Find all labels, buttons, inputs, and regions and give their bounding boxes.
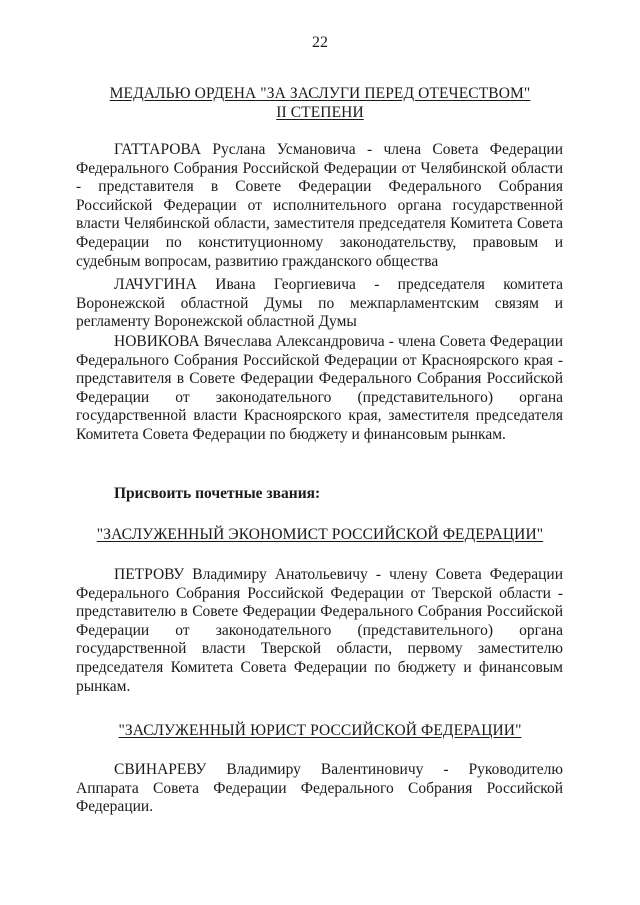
- page-number: 22: [312, 34, 328, 51]
- section1-heading-line1: МЕДАЛЬЮ ОРДЕНА "ЗА ЗАСЛУГИ ПЕРЕД ОТЕЧЕСТВОМ": [109, 85, 531, 102]
- section1-heading: [0, 84, 640, 122]
- award-item-novikov: НОВИКОВА Вячеслава Александровича - члена Совета Федерации Федерального Собрания Российской Федерации от Красноярского края - представителя в Совете Федерации Федерального Собрания Российской Федерации от законодательного (представительного) органа государственной власти Красноярского края, заместителя председателя Комитета Совета Федерации по бюджету и финансовым рынкам.: [76, 333, 563, 443]
- award-item-lachugin: ЛАЧУГИНА Ивана Георгиевича - председателя комитета Воронежской областной Думы по межпарламентским связям и регламенту Воронежской областной Думы: [76, 276, 563, 331]
- section2-heading: "ЗАСЛУЖЕННЫЙ ЭКОНОМИСТ РОССИЙСКОЙ ФЕДЕРАЦИИ": [96, 526, 544, 543]
- title-item-svinarev: СВИНАРЕВУ Владимиру Валентиновичу - Руководителю Аппарата Совета Федерации Федерального Собрания Российской Федерации.: [76, 761, 563, 816]
- assign-titles-label: Присвоить почетные звания:: [114, 485, 321, 502]
- title-item-petrov: ПЕТРОВУ Владимиру Анатольевичу - члену Совета Федерации Федерального Собрания Российской Федерации от Тверской области - представителю в Совете Федерации Федерального Собрания Российской Федерации от законодательного (представительного) органа государственной власти Тверской области, первому заместителю председателя Комитета Совета Федерации по бюджету и финансовым рынкам.: [76, 566, 563, 695]
- section3-heading: "ЗАСЛУЖЕННЫЙ ЮРИСТ РОССИЙСКОЙ ФЕДЕРАЦИИ": [118, 722, 522, 739]
- section1-heading-line2: II СТЕПЕНИ: [276, 104, 364, 121]
- award-item-gattarov: ГАТТАРОВА Руслана Усмановича - члена Совета Федерации Федерального Собрания Российской Федерации от Челябинской области - представителя в Совете Федерации Федерального Собрания Российской Федерации от исполнительного органа государственной власти Челябинской области, заместителя председателя Комитета Совета Федерации по конституционному законодательству, правовым и судебным вопросам, развитию гражданского общества: [76, 141, 563, 270]
